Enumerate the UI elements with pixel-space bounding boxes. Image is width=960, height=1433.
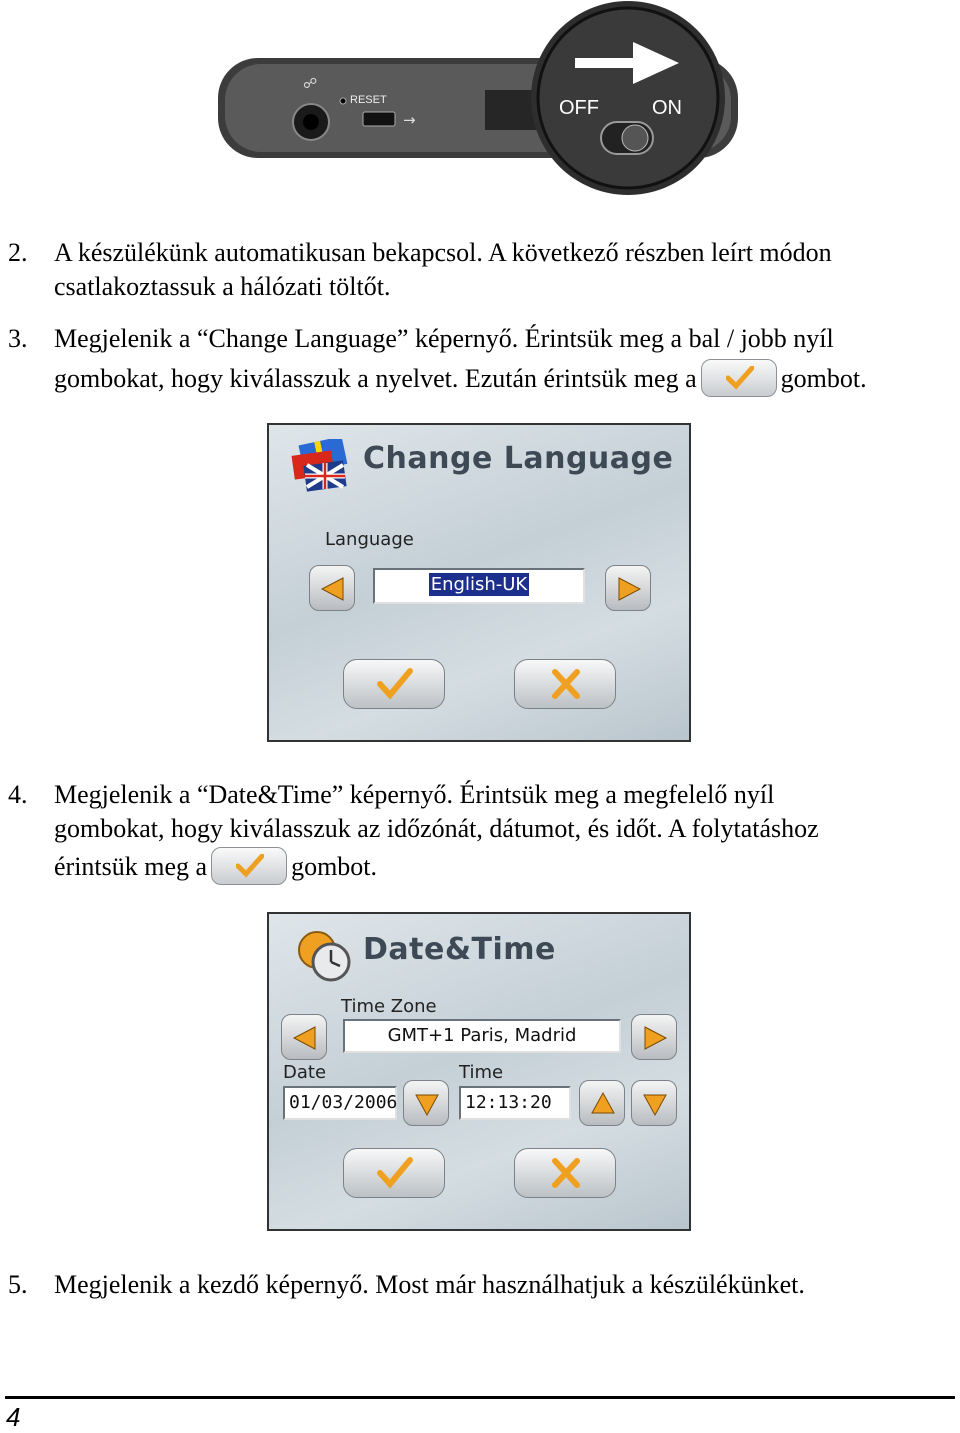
footer-rule [5,1396,955,1399]
step-text-segment: érintsük meg a [54,852,208,881]
date-field[interactable] [283,1086,397,1120]
language-field[interactable] [373,568,585,604]
page-number: 4 [6,1402,21,1432]
headphone-icon: ☍ [303,76,318,92]
date-down-button[interactable] [403,1080,449,1126]
date-value: 01/03/2006 [289,1092,398,1113]
date-label: Date [283,1062,327,1083]
step-text-segment: gombokat, hogy kiválasszuk a nyelvet. Ezután érintsük meg a [54,364,697,393]
switch-on-label: ON [652,97,682,119]
step-4 [8,778,958,888]
step-number: 2. [8,238,28,267]
ok-button[interactable] [343,1148,445,1198]
inline-ok-button-image [701,359,777,397]
step-text-line: csatlakoztassuk a hálózati töltőt. [54,272,391,301]
arrow-up-icon [589,1090,617,1118]
step-number: 4. [8,780,28,809]
arrow-left-icon [291,1024,319,1052]
close-icon [547,1157,585,1189]
step-number: 5. [8,1270,28,1299]
flags-icon [291,439,351,493]
ok-button[interactable] [343,659,445,709]
checkmark-icon [376,668,414,700]
arrow-down-icon [641,1090,669,1118]
time-down-button[interactable] [631,1080,677,1126]
step-5 [8,1268,958,1304]
step-3 [8,322,958,402]
step-text-line: Megjelenik a “Change Language” képernyő. Érintsük meg a bal / jobb nyíl [54,324,834,353]
language-label: Language [325,529,414,550]
date-time-screen [267,912,691,1231]
clock-icon [293,928,355,984]
time-field[interactable] [459,1086,571,1120]
arrow-down-icon [413,1090,441,1118]
device-illustration [215,0,745,200]
step-text-line [54,850,377,888]
usb-icon: → [403,111,416,129]
step-2 [8,236,958,306]
reset-label: RESET [350,94,387,106]
timezone-prev-button[interactable] [281,1014,327,1060]
switch-off-label: OFF [559,97,599,119]
step-text-line: Megjelenik a “Date&Time” képernyő. Érintsük meg a megfelelő nyíl [54,780,775,809]
power-switch-icon [601,122,653,154]
close-icon [547,668,585,700]
step-text-line: gombokat, hogy kiválasszuk az időzónát, dátumot, és időt. A folytatáshoz [54,814,819,843]
screen-title: Date&Time [363,932,556,967]
arrow-right-icon [641,1024,669,1052]
checkmark-icon [236,854,264,878]
language-next-button[interactable] [605,565,651,611]
step-number: 3. [8,324,28,353]
screen-title: Change Language [363,441,674,476]
step-text-segment: gombot. [780,364,867,393]
step-text-line: A készülékünk automatikusan bekapcsol. A következő részben leírt módon [54,238,832,267]
time-label: Time [459,1062,504,1083]
cancel-button[interactable] [514,659,616,709]
cancel-button[interactable] [514,1148,616,1198]
arrow-right-icon [615,575,643,603]
time-zone-label: Time Zone [341,996,437,1017]
step-text-line [54,362,867,400]
checkmark-icon [376,1157,414,1189]
step-text-segment: gombot. [291,852,378,881]
checkmark-icon [726,366,754,390]
timezone-value: GMT+1 Paris, Madrid [387,1025,577,1046]
inline-ok-button-image [211,847,287,885]
arrow-left-icon [319,575,347,603]
change-language-screen [267,423,691,742]
time-value: 12:13:20 [465,1092,552,1113]
language-value: English-UK [430,574,528,595]
arrow-right-icon [575,40,685,88]
language-prev-button[interactable] [309,565,355,611]
time-up-button[interactable] [579,1080,625,1126]
step-text-line: Megjelenik a kezdő képernyő. Most már használhatjuk a készülékünket. [54,1270,805,1299]
timezone-field[interactable] [343,1019,621,1053]
timezone-next-button[interactable] [631,1014,677,1060]
